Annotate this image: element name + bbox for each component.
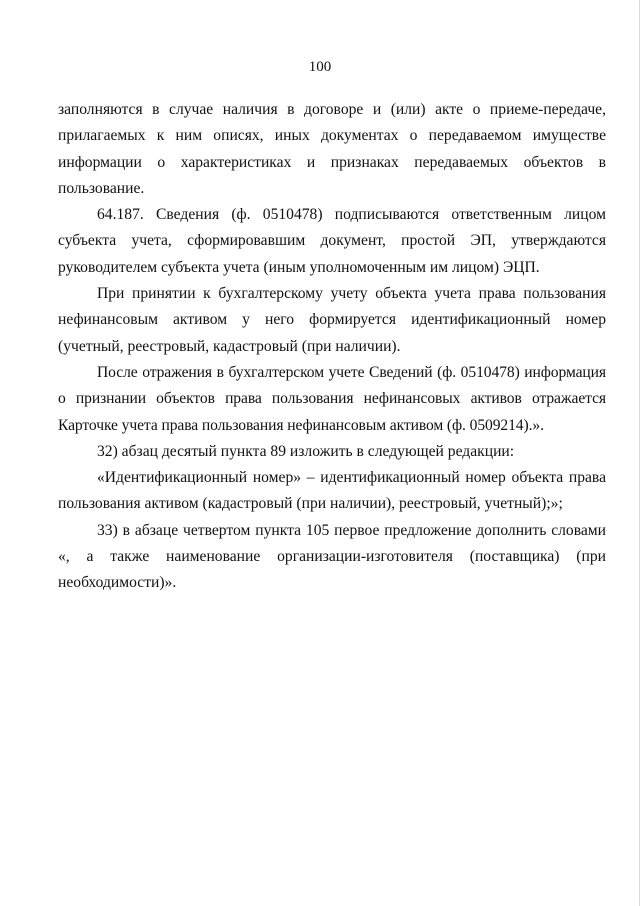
paragraph-identification-definition: «Идентификационный номер» – идентификационный номер объекта права пользования активом (кадастровый (при наличии), реестровый, учетный);»; — [58, 469, 606, 513]
document-body — [58, 97, 606, 597]
paragraph-identification-number: При принятии к бухгалтерскому учету объекта учета права пользования нефинансовым активом у него формируется идентификационный номер (учетный, реестровый, кадастровый (при наличии). — [58, 285, 606, 355]
paragraph-item-32: 32) абзац десятый пункта 89 изложить в следующей редакции: — [97, 442, 515, 460]
paragraph-item-33: 33) в абзаце четвертом пункта 105 первое предложение дополнить словами «, а также наименование организации-изготовителя (поставщика) (при необходимости)». — [58, 521, 606, 592]
page-number: 100 — [308, 59, 332, 75]
paragraph-64-187: 64.187. Сведения (ф. 0510478) подписываются ответственным лицом субъекта учета, сформировавшим документ, простой ЭП, утверждаются руководителем субъекта учета (иным уполномоченным им лицом) ЭЦП. — [58, 206, 606, 276]
paragraph-after-accounting: После отражения в бухгалтерском учете Сведений (ф. 0510478) информация о признании объектов права пользования нефинансовых активов отражается Карточке учета права пользования нефинансовым активом (ф. 0509214).». — [58, 363, 606, 434]
paragraph-continuation: заполняются в случае наличия в договоре и (или) акте о приеме-передаче, прилагаемых к ним описях, иных документах о передаваемом имуществе информации о характеристиках и признаках передаваемых объектов в пользование. — [58, 101, 606, 197]
